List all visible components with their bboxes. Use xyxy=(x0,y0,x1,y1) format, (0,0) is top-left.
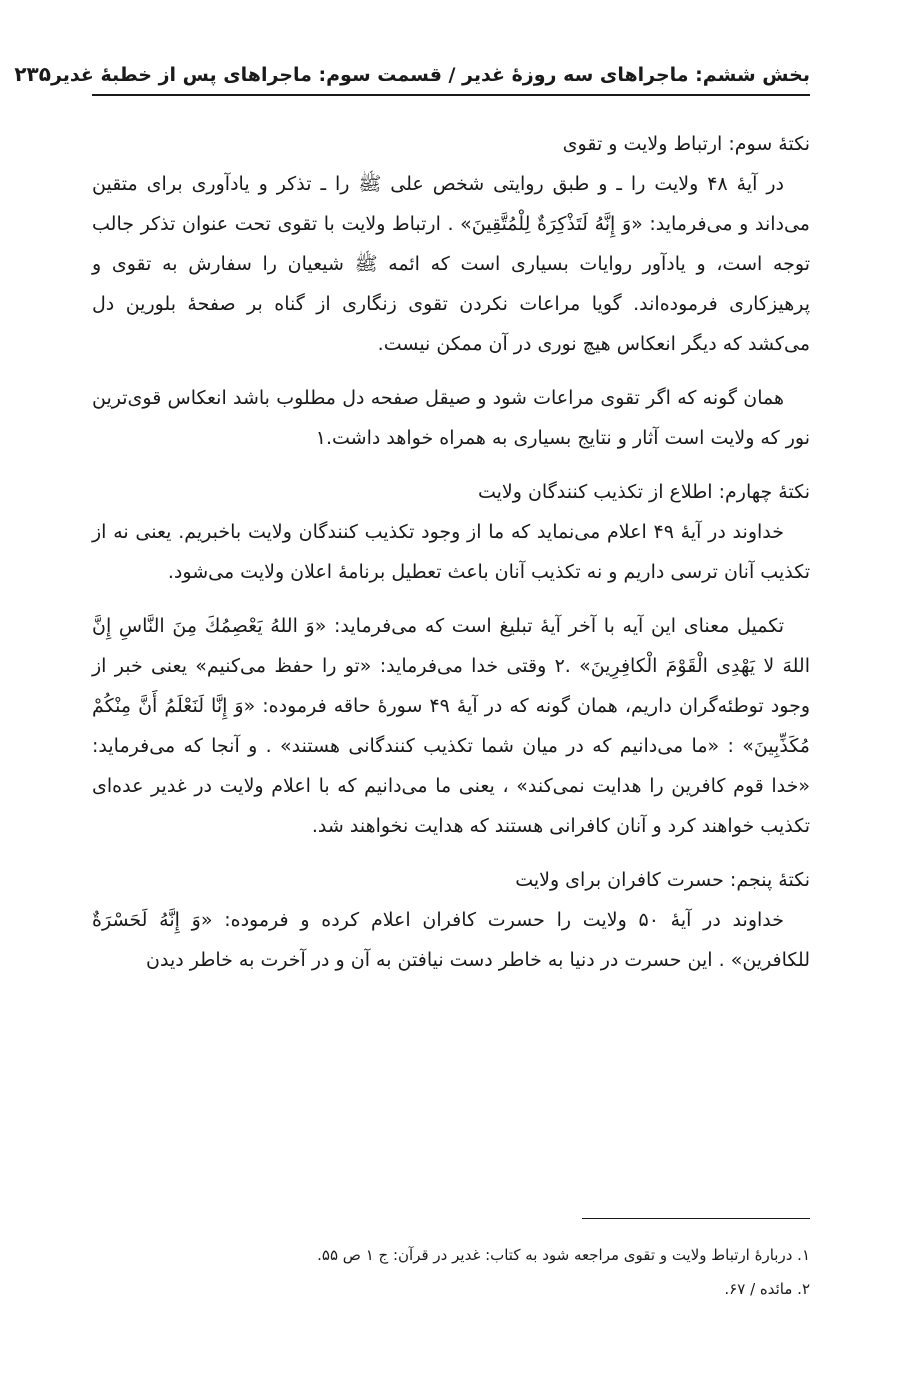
section-note-four xyxy=(92,472,810,846)
paragraph: خداوند در آیهٔ ۵۰ ولایت را حسرت کافران اعلام کرده و فرموده: «وَ إِنَّهُ لَحَسْرَةٌ للکافرین» . این حسرت در دنیا به خاطر دست نیافتن به آن و در آخرت به خاطر دیدن xyxy=(92,909,810,971)
paragraph: همان گونه که اگر تقوی مراعات شود و صیقل صفحه دل مطلوب باشد انعکاس قوی‌ترین نور که ولایت است آثار و نتایج بسیاری به همراه خواهد داشت.۱ xyxy=(92,387,810,449)
section-note-five xyxy=(92,860,810,980)
paragraph: در آیهٔ ۴۸ ولایت را ـ و طبق روایتی شخص علی ﷺ را ـ تذکر و یادآوری برای متقین می‌داند و می‌فرماید: «وَ إِنَّهُ لَتَذْكِرَةٌ لِلْمُتَّقِینَ» . ارتباط ولایت با تقوی تحت عنوان تذکر جالب توجه است، و یادآور روایات بسیاری است که ائمه ﷺ شیعیان را سفارش به تقوی و پرهیزکاری فرموده‌اند. گویا مراعات نکردن تقوی زنگاری از گناه بر صفحهٔ بلورین دل می‌کشد که دیگر انعکاس هیچ نوری در آن ممکن نیست. xyxy=(92,173,810,355)
running-title: بخش ششم: ماجراهای سه روزهٔ غدیر / قسمت سوم: ماجراهای پس از خطبهٔ غدیر xyxy=(50,64,810,86)
section-heading: نکتهٔ سوم: ارتباط ولایت و تقوی xyxy=(562,133,810,155)
paragraph: خداوند در آیهٔ ۴۹ اعلام می‌نماید که ما از وجود تکذیب کنندگان ولایت باخبریم. یعنی نه از تکذیب آنان ترسی داریم و نه تکذیب آنان باعث تعطیل برنامهٔ اعلان ولایت می‌شود. xyxy=(92,521,810,583)
footnotes xyxy=(92,1238,810,1306)
footnote: ۱. دربارهٔ ارتباط ولایت و تقوی مراجعه شود به کتاب: غدیر در قرآن: ج ۱ ص ۵۵. xyxy=(317,1246,810,1264)
footnote-divider xyxy=(582,1218,810,1219)
section-heading: نکتهٔ چهارم: اطلاع از تکذیب کنندگان ولایت xyxy=(477,481,810,503)
page-number: ۲۳۵ xyxy=(14,62,51,86)
body-text xyxy=(92,124,810,980)
running-header xyxy=(14,62,810,96)
book-page xyxy=(14,62,811,980)
section-heading: نکتهٔ پنجم: حسرت کافران برای ولایت xyxy=(515,869,810,891)
section-note-three xyxy=(92,124,810,458)
paragraph: تکمیل معنای این آیه با آخر آیهٔ تبلیغ است که می‌فرماید: «وَ اللهُ یَعْصِمُكَ مِنَ النَّاسِ إِنَّ اللهَ لا یَهْدِی الْقَوْمَ الْكافِرِینَ» .۲ وقتی خدا می‌فرماید: «تو را حفظ می‌کنیم» یعنی خبر از وجود توطئه‌گران داریم، همان گونه که در آیهٔ ۴۹ سورهٔ حاقه فرموده: «وَ إِنَّا لَنَعْلَمُ أَنَّ مِنْكُمْ مُكَذِّبِینَ» : «ما می‌دانیم که در میان شما تکذیب کنندگانی هستند» . و آنجا که می‌فرماید: «خدا قوم کافرین را هدایت نمی‌کند» ، یعنی ما می‌دانیم که با اعلام ولایت در غدیر عده‌ای تکذیب خواهند کرد و آنان کافرانی هستند که هدایت نخواهند شد. xyxy=(92,615,811,837)
footnote: ۲. مائده / ۶۷. xyxy=(724,1280,810,1298)
